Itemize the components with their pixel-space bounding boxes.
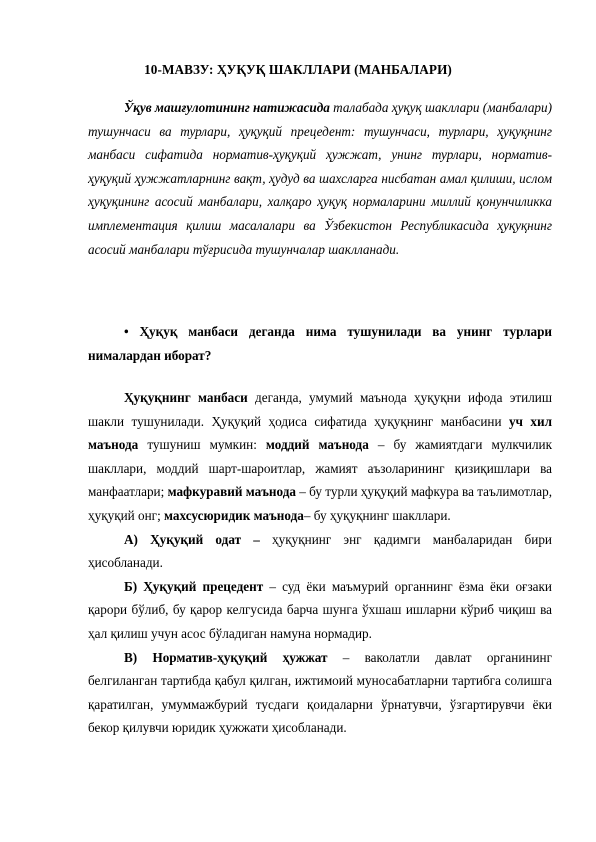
paragraph-text: – суд ёки маъмурий органнинг ёзма ёки оғзаки қарори бўлиб, бу қарор келгусида барча шунга ўхшаш ишларни кўриб чиқиш ва ҳал қилиш учун асос бўладиган намуна нормадир. xyxy=(88,578,552,641)
paragraph-normative-act xyxy=(88,646,552,740)
term-custom: А) Ҳуқуқий одат – xyxy=(124,531,260,547)
term-material: моддий маънода xyxy=(265,437,369,453)
intro-text: талабада ҳуқуқ шакллари (манбалари) тушунчаси ва турлари, ҳуқуқий прецедент: тушунчаси, турлари, ҳуқуқнинг манбаси сифатида норматив-ҳуқуқий ҳужжат, унинг турлари, норматив-ҳуқуқий ҳужжатларнинг вақт, ҳудуд ва шахсларга нисбатан амал қилиши, ислом ҳуқуқининг асосий манбалари, халқаро ҳуқуқ нормаларини миллий қонунчиликка имплементация қилиш масалалари ва Ўзбекистон Республикасида ҳуқуқнинг асосий манбалари тўғрисида тушунчалар шаклланади. xyxy=(88,100,552,257)
paragraph-text: – бу турли ҳуқуқий мафкура ва таълимотлар, ҳуқуқий онг; xyxy=(88,484,552,523)
paragraph-text: – бу жамиятдаги мулкчилик шакллари, моддий шарт-шароитлар, жамият аъзоларининг қизиқишлари ва манфаатлари; xyxy=(88,437,553,500)
intro-lead: Ўқув машғулотининг натижасида xyxy=(124,100,330,115)
term-three-meanings: уч хил маънода xyxy=(88,413,553,453)
paragraph-text: тушуниш мумкин: xyxy=(138,437,266,453)
paragraph-text: – ваколатли давлат органининг белгиланган тартибда қабул қилган, ижтимоий муносабатларни тартибга солишга қаратилган, умуммажбурий тусдаги қоидаларни ўрнатувчи, ўзгартирувчи ёки бекор қилувчи юридик ҳужжати ҳисобланади. xyxy=(88,649,552,736)
page-title: 10-МАВЗУ: ҲУҚУҚ ШАКЛЛАРИ (МАНБАЛАРИ) xyxy=(144,62,452,77)
term-source: Ҳуқуқнинг манбаси xyxy=(124,390,248,405)
paragraph-text: – бу ҳуқуқнинг шакллари. xyxy=(303,507,451,523)
term-normative-act: В) Норматив-ҳуқуқий ҳужжат xyxy=(124,649,328,665)
question-text: Ҳуқуқ манбаси деганда нима тушунилади ва унинг турлари нималардан иборат? xyxy=(88,324,552,363)
term-ideological: мафкуравий маънода xyxy=(167,484,296,500)
bullet-icon: • xyxy=(124,324,129,339)
term-special-legal: махсусюридик маънода xyxy=(164,507,304,523)
paragraph-text: ҳуқуқнинг энг қадимги манбаларидан бири ҳисобланади. xyxy=(88,531,552,571)
intro-section xyxy=(88,96,552,261)
paragraph-precedent xyxy=(88,575,552,646)
intro-paragraph xyxy=(88,96,552,261)
paragraph-custom xyxy=(88,528,552,575)
paragraph-text: деганда, умумий маънода ҳуқуқни ифода этилиш шакли тушунилади. Ҳуқуқий ҳодиса сифатида ҳуқуқнинг манбасини xyxy=(88,390,552,429)
term-precedent: Б) Ҳуқуқий прецедент xyxy=(124,578,264,594)
question-paragraph xyxy=(88,320,552,367)
question-section xyxy=(88,320,552,367)
body-section xyxy=(88,386,552,740)
paragraph-source xyxy=(88,386,552,528)
